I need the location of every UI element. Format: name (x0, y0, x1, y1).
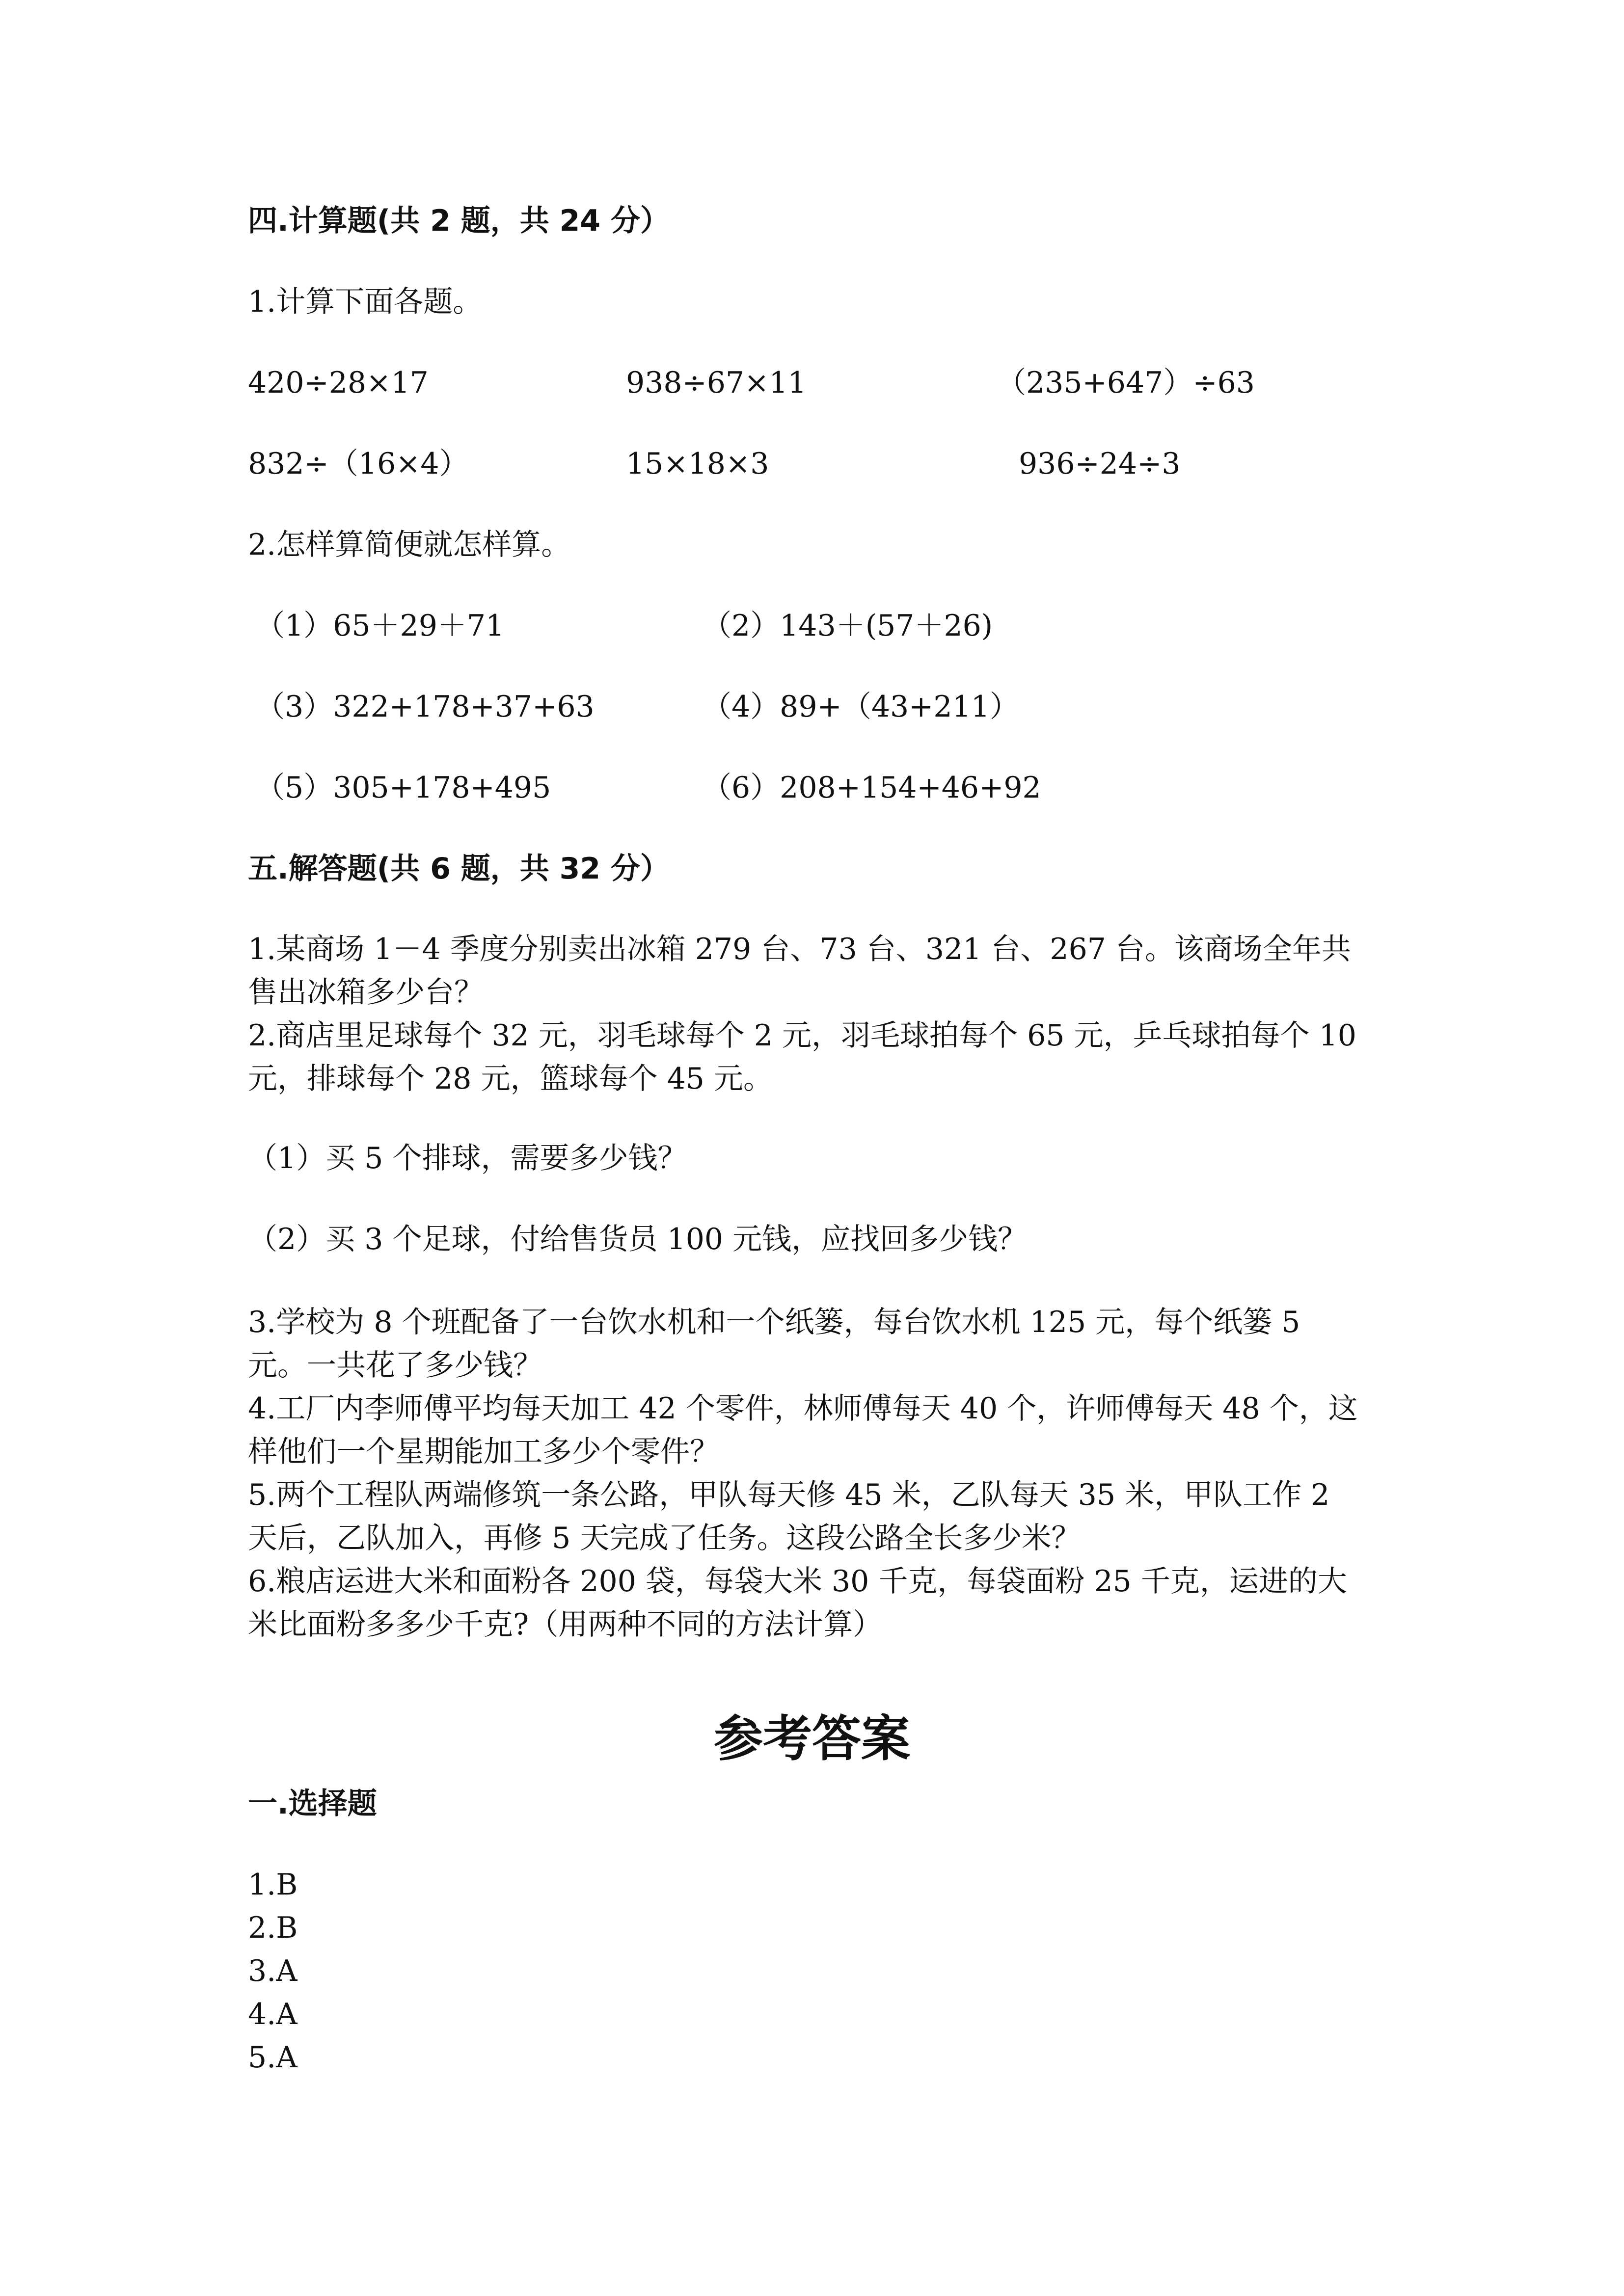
word-problem-4: 4.工厂内李师傅平均每天加工 42 个零件，林师傅每天 40 个，许师傅每天 48 个，这样他们一个星期能加工多少个零件？ (248, 1391, 1358, 1469)
calc-expression: （235+647）÷63 (997, 366, 1255, 400)
calc-expression: 420÷28×17 (248, 366, 429, 400)
answer-item: 5.A (248, 2040, 298, 2075)
section4-q1-stem: 1.计算下面各题。 (248, 285, 483, 319)
simplify-item: （5）305+178+495 (255, 771, 551, 805)
answer-section1-heading: 一.选择题 (248, 1787, 377, 1821)
section4-heading: 四.计算题(共 2 题，共 24 分） (248, 204, 670, 238)
calc-expression: 936÷24÷3 (1019, 447, 1181, 481)
section5-heading: 五.解答题(共 6 题，共 32 分） (248, 852, 670, 886)
word-problem-3: 3.学校为 8 个班配备了一台饮水机和一个纸篓，每台饮水机 125 元，每个纸篓 5 元。一共花了多少钱？ (248, 1305, 1300, 1383)
answer-item: 1.B (248, 1868, 298, 1902)
word-problem-2-sub2: （2）买 3 个足球，付给售货员 100 元钱，应找回多少钱？ (248, 1222, 1028, 1256)
word-problem-1: 1.某商场 1－4 季度分别卖出冰箱 279 台、73 台、321 台、267 台。该商场全年共售出冰箱多少台？ (248, 932, 1352, 1010)
word-problem-6: 6.粮店运进大米和面粉各 200 袋，每袋大米 30 千克，每袋面粉 25 千克，运进的大米比面粉多多少千克?（用两种不同的方法计算） (248, 1564, 1347, 1642)
answer-item: 4.A (248, 1997, 298, 2031)
simplify-item: （1）65＋29＋71 (255, 609, 505, 643)
answer-item: 3.A (248, 1954, 298, 1988)
word-problem-2: 2.商店里足球每个 32 元，羽毛球每个 2 元，羽毛球拍每个 65 元，乒乓球拍每个 10 元，排球每个 28 元，篮球每个 45 元。 (248, 1018, 1356, 1096)
answer-item: 2.B (248, 1911, 298, 1945)
calc-expression: 832÷（16×4） (248, 447, 469, 481)
calc-expression: 938÷67×11 (626, 366, 807, 400)
calc-expression: 15×18×3 (626, 447, 769, 481)
word-problem-2-sub1: （1）买 5 个排球，需要多少钱？ (248, 1141, 687, 1175)
simplify-item: （6）208+154+46+92 (702, 771, 1041, 805)
simplify-item: （4）89+（43+211） (702, 690, 1019, 724)
answer-key-title: 参考答案 (714, 1709, 910, 1767)
simplify-item: （3）322+178+37+63 (255, 690, 595, 724)
section4-q2-stem: 2.怎样算简便就怎样算。 (248, 528, 571, 562)
simplify-item: （2）143＋(57＋26) (702, 609, 993, 643)
word-problem-5: 5.两个工程队两端修筑一条公路，甲队每天修 45 米，乙队每天 35 米，甲队工作 2 天后，乙队加入，再修 5 天完成了任务。这段公路全长多少米？ (248, 1478, 1330, 1555)
